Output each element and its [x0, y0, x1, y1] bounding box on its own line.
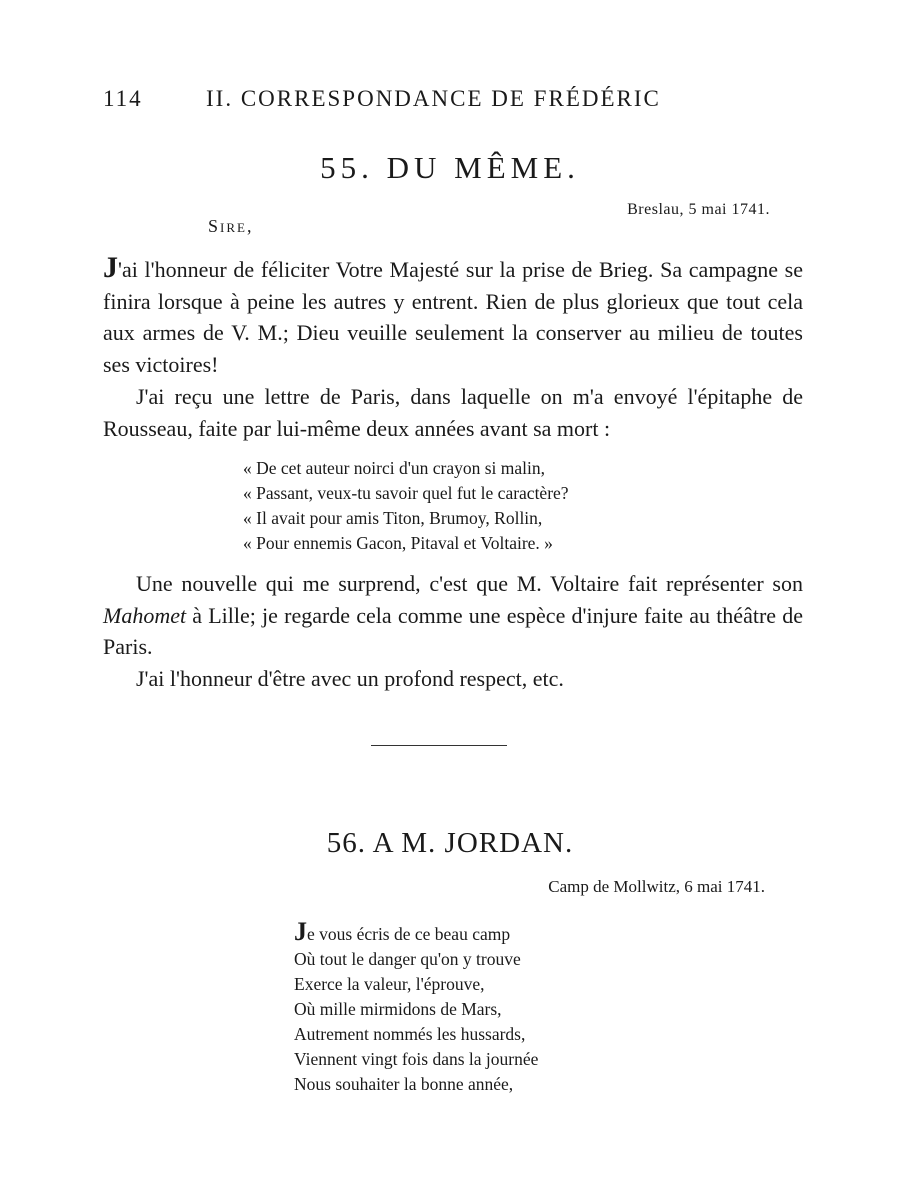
epitaph-line: « De cet auteur noirci d'un crayon si malin,	[243, 458, 546, 478]
poem-line: Autrement nommés les hussards,	[294, 1024, 526, 1044]
letter-55-paragraph-2	[103, 381, 803, 444]
epitaph-line: « Pour ennemis Gacon, Pitaval et Voltaire. »	[243, 533, 553, 553]
letter-56-heading: 56. A M. JORDAN.	[326, 827, 574, 859]
closing-text: J'ai l'honneur d'être avec un profond respect, etc.	[136, 666, 564, 691]
paragraph-1-text: 'ai l'honneur de féliciter Votre Majesté sur la prise de Brieg. Sa campagne se finira lorsque à peine les autres y entrent. Rien de plus glorieux que tout cela aux armes de V. M.; Dieu veuille seulement la conserver au milieu de toutes ses victoires!	[103, 257, 803, 377]
paragraph-2-text: J'ai reçu une lettre de Paris, dans laquelle on m'a envoyé l'épitaphe de Rousseau, faite par lui-même deux années avant sa mort :	[103, 384, 803, 441]
letter-55-paragraph-4	[103, 663, 803, 695]
letter-55-paragraph-1	[103, 251, 803, 380]
poem-line: Exerce la valeur, l'éprouve,	[294, 974, 485, 994]
running-title: II. CORRESPONDANCE DE FRÉDÉRIC	[206, 86, 661, 111]
letter-55-heading: 55. DU MÊME.	[320, 150, 580, 185]
section-divider	[371, 745, 507, 746]
play-title: Mahomet	[103, 602, 187, 628]
letter-55-paragraph-3	[103, 568, 803, 663]
poem-line: Où mille mirmidons de Mars,	[294, 999, 502, 1019]
salutation-text: Sire,	[208, 216, 254, 236]
running-head	[103, 86, 703, 116]
poem-first-line-text: e vous écris de ce beau camp	[307, 924, 511, 944]
epitaph-line: « Passant, veux-tu savoir quel fut le caractère?	[243, 483, 569, 503]
salutation	[208, 216, 253, 237]
letter-56-poem	[294, 917, 539, 1097]
poem-drop-cap: J	[294, 917, 307, 946]
epitaph-line: « Il avait pour amis Titon, Brumoy, Rollin,	[243, 508, 543, 528]
poem-line: Viennent vingt fois dans la journée	[294, 1049, 539, 1069]
paragraph-3-text-before: Une nouvelle qui me surprend, c'est que M. Voltaire fait représenter son	[136, 571, 803, 596]
poem-line: Où tout le danger qu'on y trouve	[294, 949, 521, 969]
drop-cap: J	[103, 251, 118, 284]
paragraph-3-text-after: à Lille; je regarde cela comme une espèce d'injure faite au théâtre de Paris.	[103, 602, 803, 659]
poem-line: Nous souhaiter la bonne année,	[294, 1074, 514, 1094]
letter-55-dateline: Breslau, 5 mai 1741.	[627, 201, 770, 218]
page-number: 114	[103, 86, 143, 111]
poem-line	[294, 917, 538, 947]
letter-56-dateline: Camp de Mollwitz, 6 mai 1741.	[548, 877, 765, 896]
epitaph-verse	[243, 456, 569, 556]
